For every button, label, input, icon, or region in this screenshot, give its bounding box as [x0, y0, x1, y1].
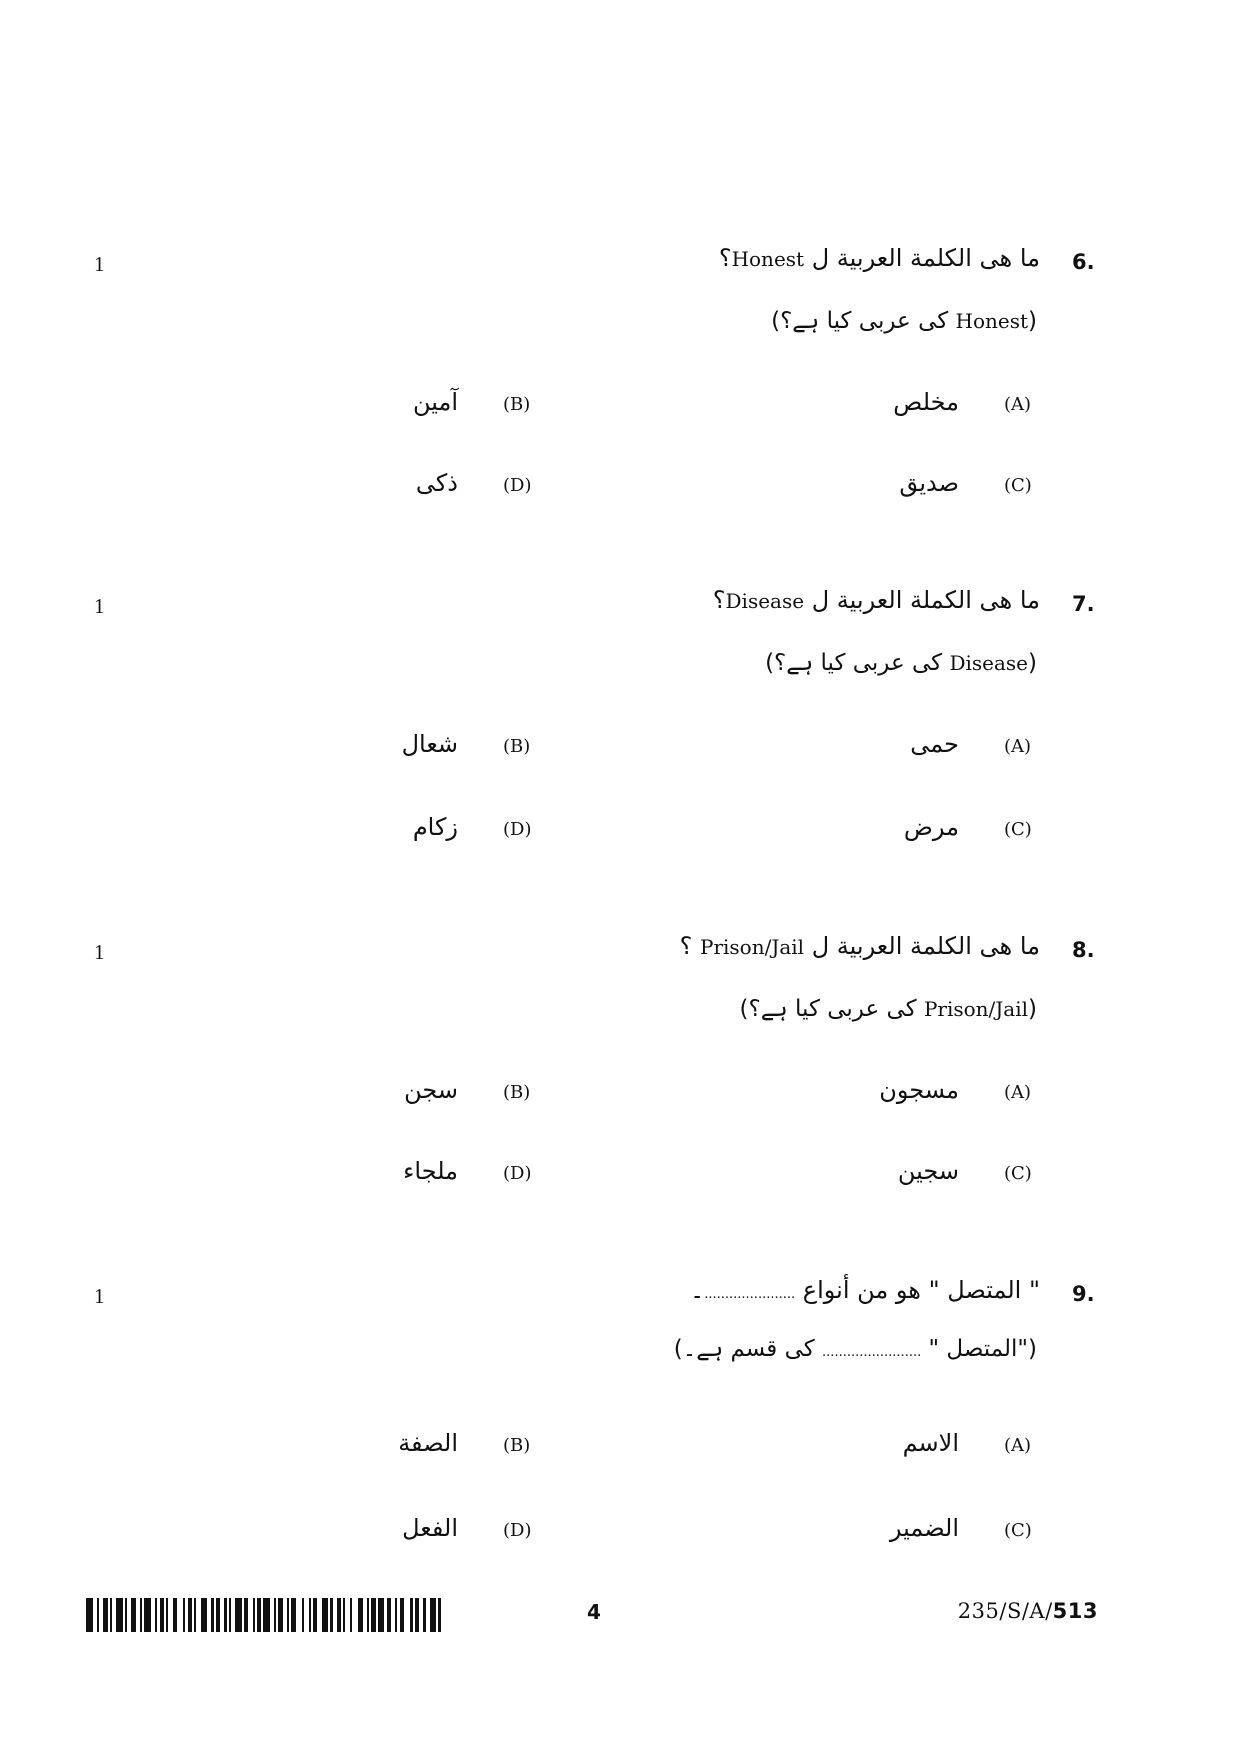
- page-footer: [0, 1598, 1240, 1638]
- question-number: 9.: [1072, 1282, 1095, 1306]
- question-term: Prison/Jail: [700, 935, 805, 959]
- option-d-text: زكام: [412, 813, 458, 841]
- question-arabic: [713, 586, 1040, 614]
- option-a-label: (A): [1004, 1082, 1032, 1103]
- question-urdu-term: Honest: [955, 309, 1029, 333]
- option-a-text: الاسم: [902, 1429, 959, 1457]
- option-b-text: آمين: [412, 388, 458, 416]
- option-c-text: مرض: [903, 813, 959, 841]
- barcode: [86, 1598, 446, 1632]
- option-b-text: شعال: [401, 730, 458, 758]
- option-c-label: (C): [1004, 475, 1032, 496]
- question-urdu: [740, 996, 1037, 1022]
- option-d-text: ذكی: [415, 469, 458, 497]
- option-c-text: صديق: [899, 469, 959, 497]
- option-a-label: (A): [1004, 1435, 1032, 1456]
- question-number: 8.: [1072, 938, 1095, 962]
- option-a-text: حمی: [910, 730, 959, 758]
- question-urdu-suffix: کی عربی کیا ہے؟): [765, 650, 950, 676]
- option-b-label: (B): [503, 394, 531, 415]
- option-c-text: الضمير: [889, 1514, 959, 1542]
- paper-code-prefix: 235/S/A/: [957, 1599, 1053, 1623]
- option-a-text: مخلص: [893, 388, 959, 416]
- option-d-label: (D): [503, 1520, 532, 1541]
- page-number: 4: [587, 1600, 601, 1624]
- option-c-label: (C): [1004, 1520, 1032, 1541]
- question-urdu-suffix: کی عربی کیا ہے؟): [739, 996, 924, 1022]
- option-d-text: ملجاء: [403, 1157, 458, 1185]
- question-urdu-prefix: (: [1028, 996, 1037, 1022]
- question-urdu: [771, 308, 1037, 334]
- question-arabic-suffix: ؟: [718, 244, 732, 272]
- option-b-label: (B): [503, 1435, 531, 1456]
- paper-code: [958, 1599, 1098, 1623]
- option-c-label: (C): [1004, 1163, 1032, 1184]
- question-arabic-suffix: ۔: [690, 1276, 705, 1304]
- question-urdu-prefix: (: [1028, 308, 1037, 334]
- option-d-text: الفعل: [402, 1514, 458, 1542]
- marks: 1: [94, 252, 105, 276]
- option-d-label: (D): [503, 819, 532, 840]
- question-9: [0, 1276, 1240, 1594]
- option-c-text: سجين: [897, 1157, 959, 1185]
- question-8: [0, 932, 1240, 1250]
- question-urdu: [765, 650, 1037, 676]
- marks: 1: [94, 940, 105, 964]
- marks: 1: [94, 594, 105, 618]
- barcode-gap: [441, 1598, 445, 1632]
- question-6: [0, 244, 1240, 562]
- question-arabic: [680, 932, 1040, 960]
- question-number: 6.: [1072, 250, 1095, 274]
- question-urdu-blank: ........................: [822, 1345, 922, 1360]
- question-urdu: [674, 1336, 1037, 1362]
- question-urdu-suffix: کی قسم ہے۔): [673, 1336, 823, 1362]
- option-b-label: (B): [503, 736, 531, 757]
- question-arabic-prefix: ما هی الكلمة العربية ل: [804, 932, 1040, 960]
- question-term: Disease: [725, 589, 805, 613]
- question-urdu-term: Disease: [949, 651, 1029, 675]
- question-arabic-suffix: ؟: [679, 932, 700, 960]
- question-7: [0, 586, 1240, 904]
- option-a-label: (A): [1004, 394, 1032, 415]
- option-b-text: الصفة: [398, 1429, 458, 1457]
- question-arabic-suffix: ؟: [712, 586, 726, 614]
- question-arabic: [719, 244, 1040, 272]
- question-term: Honest: [731, 247, 805, 271]
- paper-code-number: 513: [1052, 1599, 1098, 1623]
- question-arabic: [690, 1276, 1040, 1304]
- question-urdu-term: Prison/Jail: [923, 997, 1029, 1021]
- question-urdu-suffix: کی عربی کیا ہے؟): [771, 308, 956, 334]
- question-blank: ......................: [704, 1287, 796, 1302]
- option-b-text: سجن: [404, 1076, 458, 1104]
- question-arabic-prefix: ما هی الكملة العربية ل: [804, 586, 1040, 614]
- option-c-label: (C): [1004, 819, 1032, 840]
- option-a-label: (A): [1004, 736, 1032, 757]
- question-urdu-prefix: (: [1028, 650, 1037, 676]
- option-d-label: (D): [503, 1163, 532, 1184]
- option-a-text: مسجون: [879, 1076, 959, 1104]
- marks: 1: [94, 1284, 105, 1308]
- question-number: 7.: [1072, 592, 1095, 616]
- option-d-label: (D): [503, 475, 532, 496]
- question-arabic-prefix: " المتصل " هو من أنواع: [795, 1276, 1040, 1304]
- question-urdu-prefix: ("المتصل ": [921, 1336, 1037, 1362]
- question-arabic-prefix: ما هی الكلمة العربية ل: [804, 244, 1040, 272]
- option-b-label: (B): [503, 1082, 531, 1103]
